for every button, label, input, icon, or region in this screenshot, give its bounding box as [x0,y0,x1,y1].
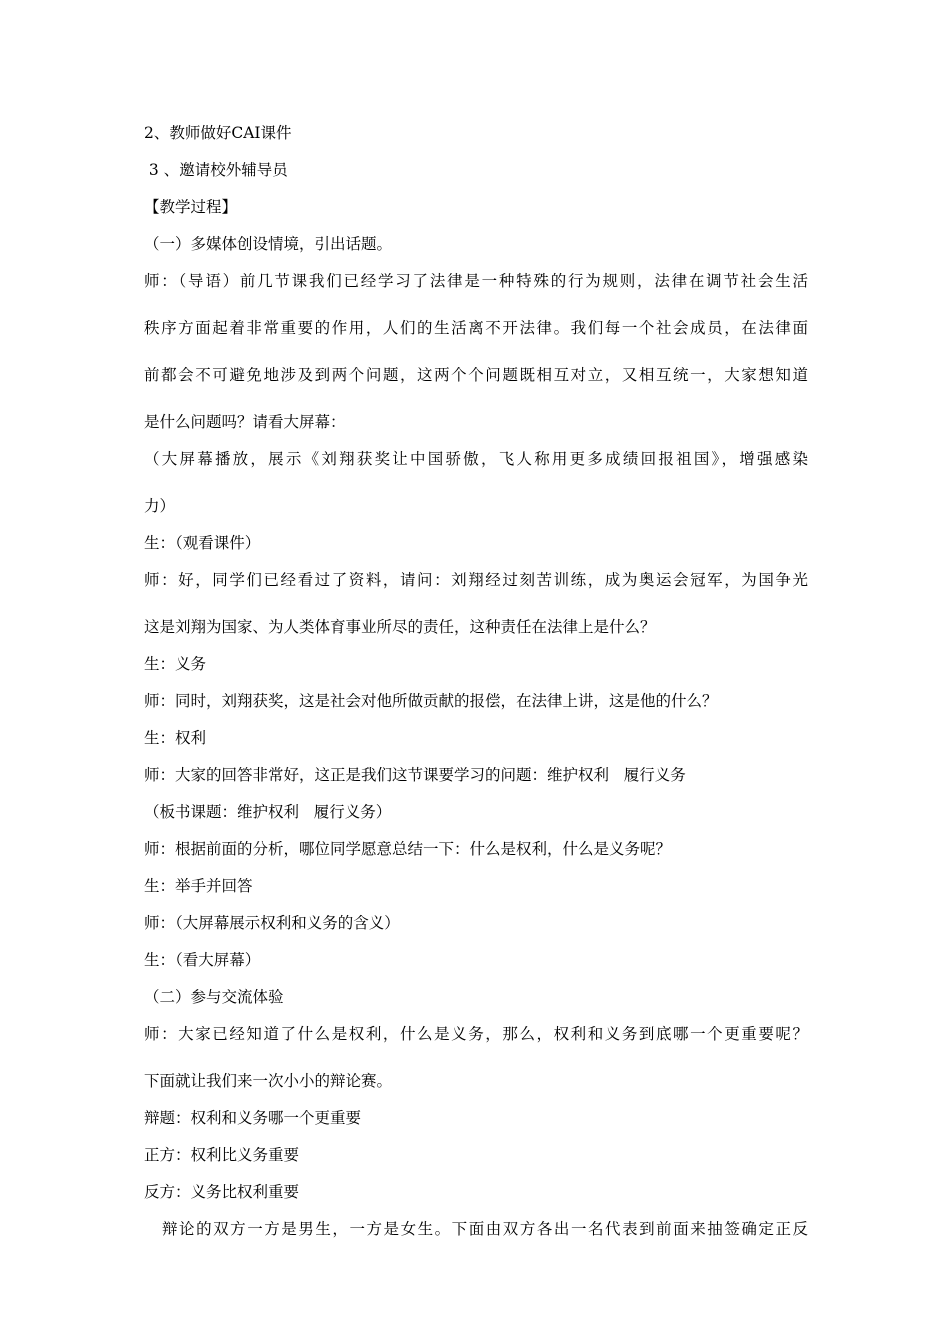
text-line: 师：大家已经知道了什么是权利，什么是义务，那么，权利和义务到底哪一个更重要呢？ [144,1025,808,1043]
text-line: 生：义务 [144,655,207,673]
subsection-heading: （二）参与交流体验 [144,988,284,1006]
text-line: 师：同时，刘翔获奖，这是社会对他所做贡献的报偿，在法律上讲，这是他的什么？ [144,692,718,710]
text-line: 秩序方面起着非常重要的作用，人们的生活离不开法律。我们每一个社会成员，在法律面 [144,319,808,337]
text-line: （大屏幕播放，展示《刘翔获奖让中国骄傲，飞人称用更多成绩回报祖国》，增强感染 [144,450,808,468]
text-line: 是什么问题吗？请看大屏幕： [144,413,346,431]
text-line: 生：（观看课件） [144,534,261,552]
text-line: 辩论的双方一方是男生，一方是女生。下面由双方各出一名代表到前面来抽签确定正反 [162,1220,808,1238]
text-line: 辩题：权利和义务哪一个更重要 [144,1109,362,1127]
text-line: 正方：权利比义务重要 [144,1146,300,1164]
text-line: 下面就让我们来一次小小的辩论赛。 [144,1072,393,1090]
text-line: 生：（看大屏幕） [144,951,261,969]
text-line: 师：（大屏幕展示权利和义务的含义） [144,914,400,932]
text-line: 反方：义务比权利重要 [144,1183,300,1201]
text-line: 3 、邀请校外辅导员 [144,161,288,179]
text-line: 前都会不可避免地涉及到两个问题，这两个个问题既相互对立，又相互统一，大家想知道 [144,366,808,384]
text-line: （板书课题：维护权利 履行义务） [144,803,392,821]
text-line: 2、教师做好CAI课件 [144,124,292,142]
subsection-heading: （一）多媒体创设情境，引出话题。 [144,235,393,253]
text-line: 师：根据前面的分析，哪位同学愿意总结一下：什么是权利，什么是义务呢？ [144,840,672,858]
text-line: 师：大家的回答非常好，这正是我们这节课要学习的问题：维护权利 履行义务 [144,766,686,784]
text-line: 生：举手并回答 [144,877,253,895]
text-line: 力） [144,497,176,515]
document-body [144,122,808,1255]
text-line: 生：权利 [144,729,207,747]
text-line: 师：好，同学们已经看过了资料，请问：刘翔经过刻苦训练，成为奥运会冠军，为国争光 [144,571,808,589]
section-heading: 【教学过程】 [144,198,238,216]
text-line: 师：（导语）前几节课我们已经学习了法律是一种特殊的行为规则，法律在调节社会生活 [144,272,808,290]
text-line: 这是刘翔为国家、为人类体育事业所尽的责任，这种责任在法律上是什么？ [144,618,656,636]
